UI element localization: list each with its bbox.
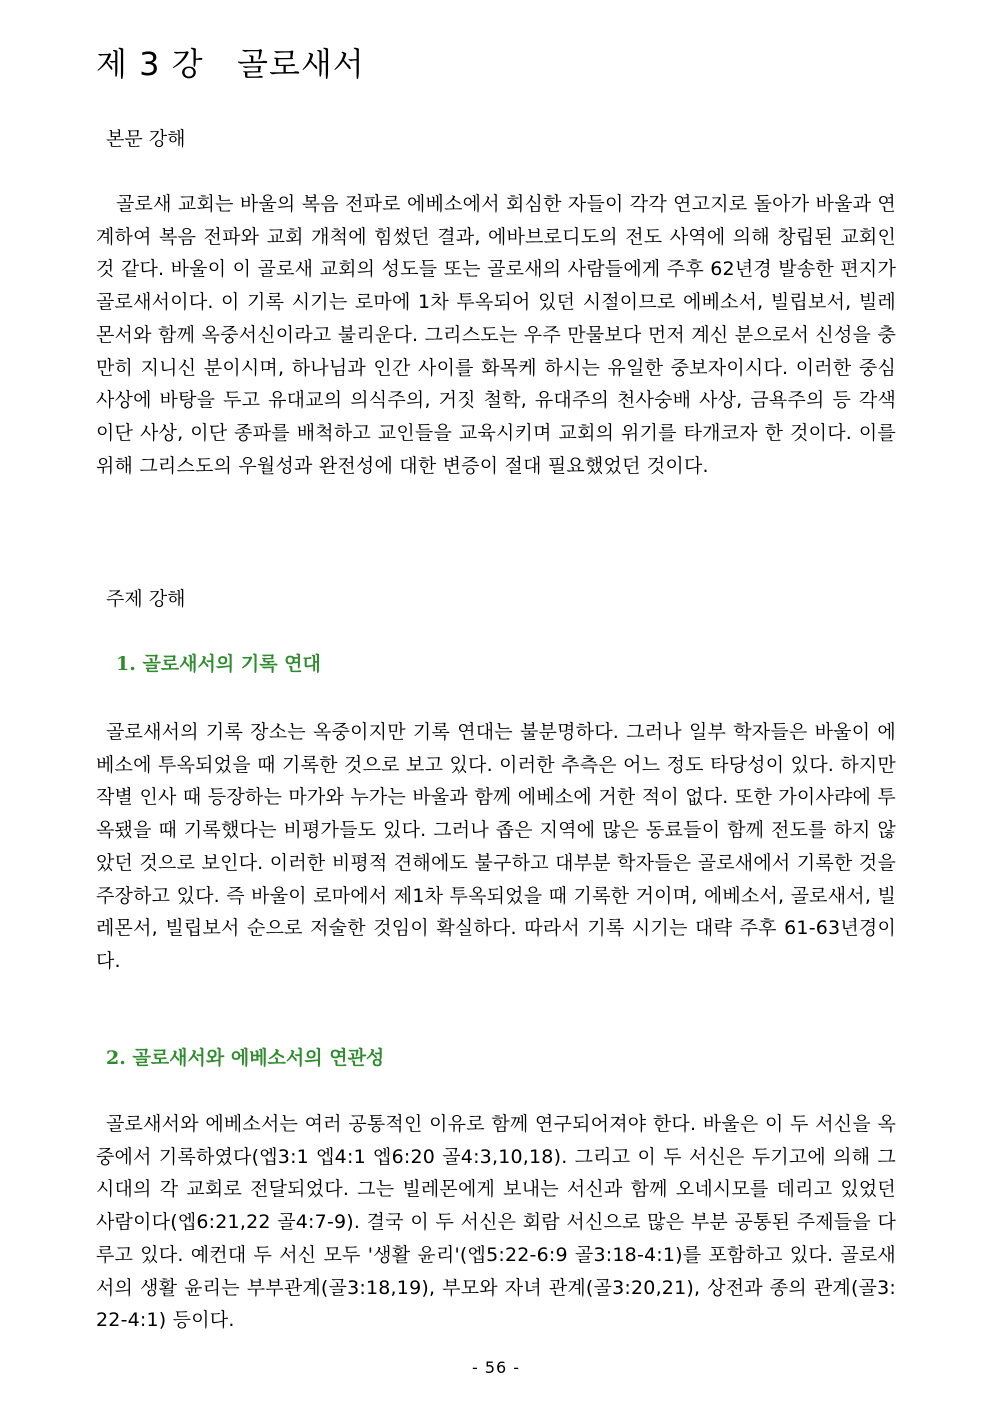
writing-date-paragraph: 골로새서의 기록 장소는 옥중이지만 기록 연대는 불분명하다. 그러나 일부 학자들은 바울이 에베소에 투옥되었을 때 기록한 것으로 보고 있다. 이러한 추측은 어느 정도 타당성이 있다. 하지만 작별 인사 때 등장하는 마가와 누가는 바울과 함께 에베소에 거한 적이 없다. 또한 가이사랴에 투옥됐을 때 기록했다는 비평가들도 있다. 그러나 좁은 지역에 많은 동료들이 함께 전도를 하지 않았던 것으로 보인다. 이러한 비평적 견해에도 불구하고 대부분 학자들은 골로새에서 기록한 것을 주장하고 있다. 즉 바울이 로마에서 제1차 투옥되었을 때 기록한 거이며, 에베소서, 골로새서, 빌레몬서, 빌립보서 순으로 저술한 것임이 확실하다. 따라서 기록 시기는 대략 주후 61-63년경이다.	[96, 721, 896, 972]
page-number: - 56 -	[471, 1358, 521, 1377]
section-heading-theme: 주제 강해	[106, 588, 186, 610]
section-heading-exposition: 본문 강해	[106, 128, 186, 150]
subheading-writing-date: 1. 골로새서의 기록 연대	[116, 653, 321, 675]
intro-paragraph: 골로새 교회는 바울의 복음 전파로 에베소에서 회심한 자들이 각각 연고지로 돌아가 바울과 연계하여 복음 전파와 교회 개척에 힘썼던 결과, 에바브로디도의 전도 사역에 의해 창립된 교회인것 같다. 바울이 이 골로새 교회의 성도들 또는 골로새의 사람들에게 주후 62년경 발송한 편지가 골로새서이다. 이 기록 시기는 로마에 1차 투옥되어 있던 시절이므로 에베소서, 빌립보서, 빌레몬서와 함께 옥중서신이라고 불리운다. 그리스도는 우주 만물보다 먼저 계신 분으로서 신성을 충만히 지니신 분이시며, 하나님과 인간 사이를 화목케 하시는 유일한 중보자이시다. 이러한 중심 사상에 바탕을 두고 유대교의 의식주의, 거짓 철학, 유대주의 천사숭배 사상, 금욕주의 등 각색 이단 사상, 이단 종파를 배척하고 교인들을 교육시키며 교회의 위기를 타개코자 한 것이다. 이를 위해 그리스도의 우월성과 완전성에 대한 변증이 절대 필요했었던 것이다.	[96, 193, 896, 477]
chapter-title: 제 3 강 골로새서	[96, 45, 365, 83]
subheading-relation-ephesians: 2. 골로새서와 에베소서의 연관성	[106, 1047, 385, 1069]
relation-ephesians-paragraph: 골로새서와 에베소서는 여러 공통적인 이유로 함께 연구되어져야 한다. 바울은 이 두 서신을 옥중에서 기록하였다(엡3:1 엡4:1 엡6:20 골4:3,10,18). 그리고 이 두 서신은 두기고에 의해 그 시대의 각 교회로 전달되었다. 그는 빌레몬에게 보내는 서신과 함께 오네시모를 데리고 있었던 사람이다(엡6:21,22 골4:7-9). 결국 이 두 서신은 회람 서신으로 많은 부분 공통된 주제들을 다루고 있다. 예컨대 두 서신 모두 '생활 윤리'(엡5:22-6:9 골3:18-4:1)를 포함하고 있다. 골로새서의 생활 윤리는 부부관계(골3:18,19), 부모와 자녀 관계(골3:20,21), 상전과 종의 관계(골3:22-4:1) 등이다.	[96, 1113, 896, 1332]
